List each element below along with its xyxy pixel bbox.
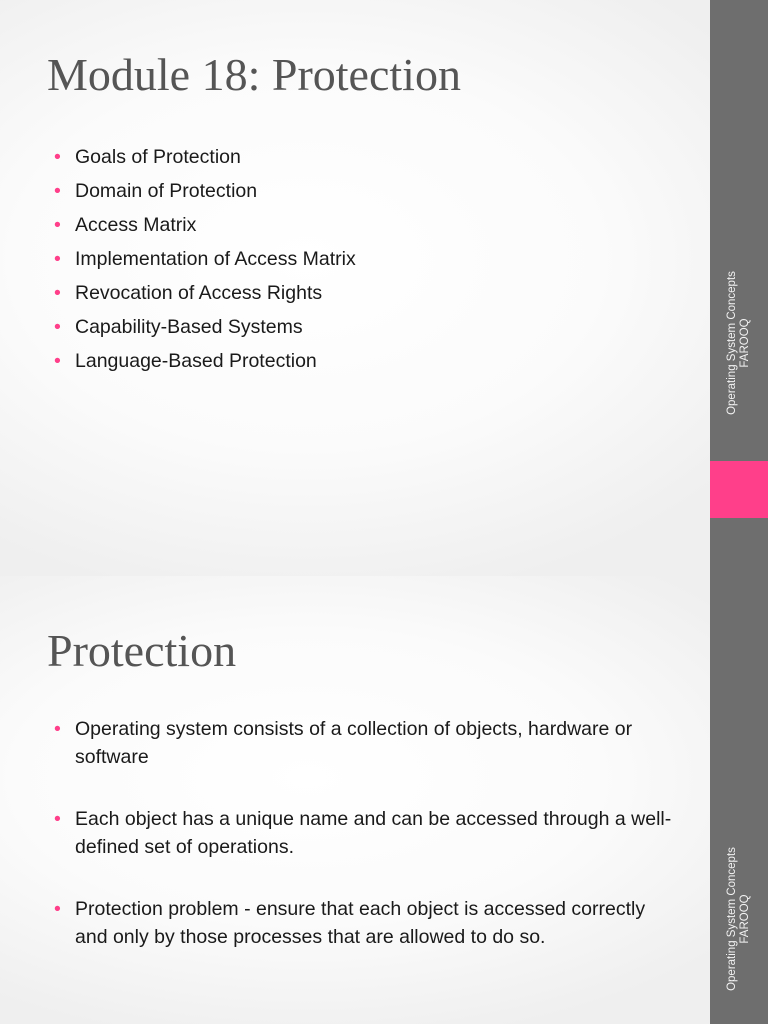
- bullet-list: [54, 715, 674, 985]
- sidebar-caption: [726, 271, 752, 415]
- list-item: • Access Matrix: [54, 208, 654, 242]
- list-item: • Implementation of Access Matrix: [54, 242, 654, 276]
- accent-block: [710, 461, 768, 518]
- sidebar-caption-author: FAROOQ: [739, 318, 751, 368]
- list-item: • Goals of Protection: [54, 140, 654, 174]
- list-item: • Operating system consists of a collection of objects, hardware or software: [54, 715, 674, 771]
- slide-sidebar: [710, 576, 768, 1024]
- sidebar-caption: [726, 847, 752, 991]
- sidebar-caption-line: Operating System Concepts: [726, 847, 738, 991]
- sidebar-caption-line: Operating System Concepts: [726, 271, 738, 415]
- list-item: • Each object has a unique name and can be accessed through a well-defined set of operations.: [54, 805, 674, 861]
- list-item: • Protection problem - ensure that each object is accessed correctly and only by those processes that are allowed to do so.: [54, 895, 674, 951]
- list-item: • Capability-Based Systems: [54, 310, 654, 344]
- list-item: • Domain of Protection: [54, 174, 654, 208]
- list-item: • Revocation of Access Rights: [54, 276, 654, 310]
- list-item: • Language-Based Protection: [54, 344, 654, 378]
- slide-title: Protection: [47, 625, 237, 676]
- sidebar-caption-author: FAROOQ: [739, 894, 751, 944]
- slide-sidebar: [710, 0, 768, 576]
- bullet-list: [54, 140, 654, 378]
- slide-protection[interactable]: [0, 576, 768, 1024]
- slide-title: Module 18: Protection: [47, 49, 461, 100]
